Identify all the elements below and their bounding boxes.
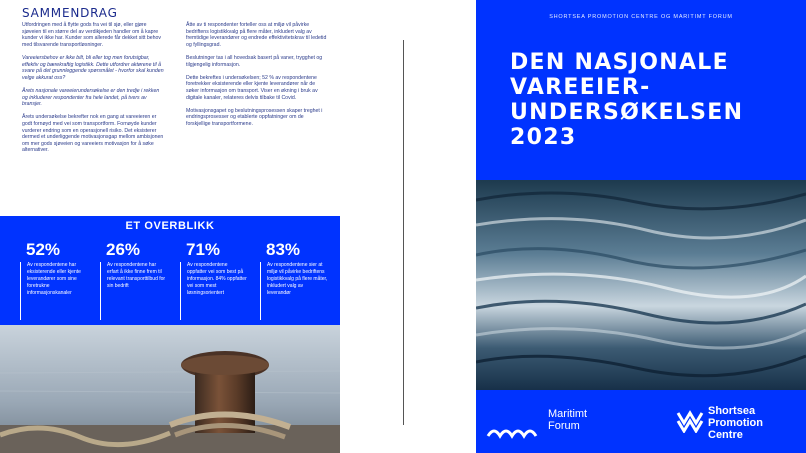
stat-description: Av respondentene oppfatter vei som best på informasjon. 84% oppfatter vei som mest løsningsorientert [180,262,248,320]
summary-column-2 [186,22,328,134]
overview-panel [0,216,340,325]
logo-mf-line: Maritimt [548,408,588,420]
stat-block [12,240,92,296]
stat-value: 83% [266,240,301,259]
logo-sp-line: Shortsea [708,405,756,417]
stat-description: Av respondentene har erfart å ikke finne frem til relevant transporttilbud for sin bedrift [100,262,168,320]
summary-paragraph: Vareeiersbehov er ikke bilt, bli eller tog men forutsigbar, effektiv og bærekraftig logistikk. Dette utfordrer aktørene til å svare på det grunnleggende spørsmålet - hvorfor skal kunden velge akkurat oss? [22,54,164,81]
stat-block [172,240,252,296]
logo-sp-text [708,405,763,441]
left-page [0,0,340,453]
stat-description: Av respondentene har eksisterende eller kjente leverandører som sine foretrukne informasjonskanaler [20,262,88,320]
cover-page [476,0,806,453]
logo-mf-text [548,408,587,432]
summary-paragraph: Årets nasjonale vareeierundersøkelse er den tredje i rekken og inkluderer respondenter fra hele landet, på tvers av bransjer. [22,87,160,108]
cover-title [510,50,800,150]
summary-paragraph: Utfordringen med å flytte gods fra vei til sjø, eller gjøre sjøveien til en større del av verdikjeden handler om å kapre kunder vi ikke har. Kunder som allerede får dekket sitt behov med tilsvarende transportløsninger. [22,22,161,48]
stat-block [92,240,172,289]
summary-heading: SAMMENDRAG [22,6,118,20]
summary-column-1 [22,22,164,160]
stat-description: Av respondentene sier at miljø vil påvirke bedriftens logistikkvalg på flere måter, inkludert valg av leverandør [260,262,328,320]
logo-sp-line: Promotion [708,417,763,429]
logo-mf-line: Forum [548,420,580,432]
cover-title-line: 2023 [510,125,577,150]
summary-paragraph: Årets undersøkelse bekrefter nok en gang at vareeieren er godt fornøyd med vei som transportform. Fornøyde kunder vurderer endring som en operasjonell risiko. Det eksisterer dermed et underliggende motivasjonsgap mellom ambisjonen om mer gods sjøveien og vareeiers motivasjon for å søke alternativer. [22,114,164,154]
cover-title-line: UNDERSØKELSEN [510,100,744,125]
stat-block [252,240,332,296]
cover-title-line: VAREEIER- [510,75,651,100]
stat-value: 71% [186,240,221,259]
overview-title: ET OVERBLIKK [125,220,215,232]
cover-title-line: DEN NASJONALE [510,50,729,75]
summary-paragraph: Beslutninger tas i all hovedsak basert på vaner, trygghet og tilgjengelig informasjon. [186,54,323,68]
page-divider [403,40,404,425]
summary-paragraph: Dette bekreftes i undersøkelsen; 52 % av respondentene foretrekker eksisterende eller kjente leverandører når de søker informasjon om transport. Viser en økning i bruk av digitale kanaler, relateres delvis tilbake til Covid. [186,74,318,101]
publisher-line: SHORTSEA PROMOTION CENTRE OG MARITIMT FORUM [549,14,733,20]
water-photo [476,180,806,390]
logo-sp-line: Centre [708,429,743,441]
summary-paragraph: Motivasjonsgapet og beslutningsprosessen skaper treghet i endringsprosesser og etablerte oppfatninger om de forskjellige transportformene. [186,107,323,127]
stat-value: 52% [26,240,61,259]
stat-value: 26% [106,240,141,259]
summary-paragraph: Åtte av ti respondenter forteller oss at miljø vil påvirke bedriftens logistikkvalg på flere måter, inkludert valg av fremtidige leverandører og endrede effektivitetskrav til ledetid og fyllingsgrad. [186,22,327,48]
bollard-photo [0,325,340,453]
